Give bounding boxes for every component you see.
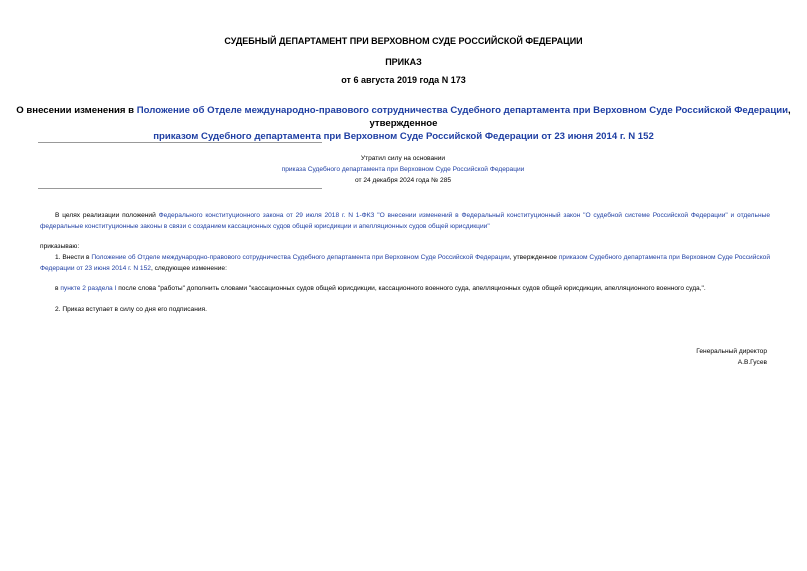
order-word: приказываю: <box>40 243 80 250</box>
item-1 <box>40 253 770 274</box>
signature-block <box>696 347 767 368</box>
preamble-prefix: В целях реализации положений <box>55 212 159 219</box>
signature-position: Генеральный директор <box>696 348 767 355</box>
item1-mid: , утвержденное <box>509 254 559 261</box>
preamble <box>40 211 770 232</box>
item1sub-suffix: после слова "работы" дополнить словами "кассационных судов общей юрисдикции, кассационного военного суда, апелляционных судов общей юрисдикции, апелляционного военного суда,". <box>116 285 706 292</box>
status-line3: от 24 декабря 2024 года № 285 <box>354 177 452 184</box>
item-1-sub <box>40 284 770 295</box>
document-title <box>0 104 807 143</box>
divider-top <box>38 142 322 143</box>
preamble-law-link[interactable]: Федерального конституционного закона от 29 июля 2018 г. N 1-ФКЗ "О внесении изменений в Федеральный конституционный закон "О судебной системе Российской Федерации" и отдельные федеральные конституционные законы в связи с созданием кассационных судов общей юрисдикции и апелляционных судов общей юрисдикции" <box>40 212 770 230</box>
date-number: от 6 августа 2019 года N 173 <box>341 75 466 85</box>
status-note <box>240 153 566 186</box>
divider-bottom <box>38 188 322 189</box>
title-prefix: О внесении изменения в <box>16 105 137 116</box>
department-heading: СУДЕБНЫЙ ДЕПАРТАМЕНТ ПРИ ВЕРХОВНОМ СУДЕ РОССИЙСКОЙ ФЕДЕРАЦИИ <box>224 36 583 46</box>
title-link-regulation[interactable]: Положение об Отделе международно-правового сотрудничества Судебного департамента при Верховном Суде Российской Федерации <box>136 105 789 116</box>
signature-name: А.В.Гусев <box>737 358 767 366</box>
item1-link-regulation[interactable]: Положение об Отделе международно-правового сотрудничества Судебного департамента при Верховном Суде Российской Федерации <box>91 254 510 261</box>
title-mid: , утвержденное <box>369 105 791 129</box>
status-line1: Утратил силу на основании <box>360 155 446 162</box>
item1sub-prefix: в <box>55 285 61 292</box>
item1-prefix: 1. Внести в <box>55 254 92 261</box>
item1sub-link-section[interactable]: пункте 2 раздела I <box>60 285 117 292</box>
title-link-order[interactable]: приказом Судебного департамента при Верховном Суде Российской Федерации от 23 июня 2014 г. N 152 <box>153 131 654 142</box>
doc-type-heading: ПРИКАЗ <box>385 57 422 67</box>
item-2: 2. Приказ вступает в силу со дня его подписания. <box>55 306 207 313</box>
item1-suffix: , следующее изменение: <box>150 264 227 272</box>
status-link[interactable]: приказа Судебного департамента при Верховном Суде Российской Федерации <box>281 166 525 173</box>
item1-link-order[interactable]: приказом Судебного департамента при Верховном Суде Российской Федерации от 23 июня 2014 г. N 152 <box>40 254 770 272</box>
